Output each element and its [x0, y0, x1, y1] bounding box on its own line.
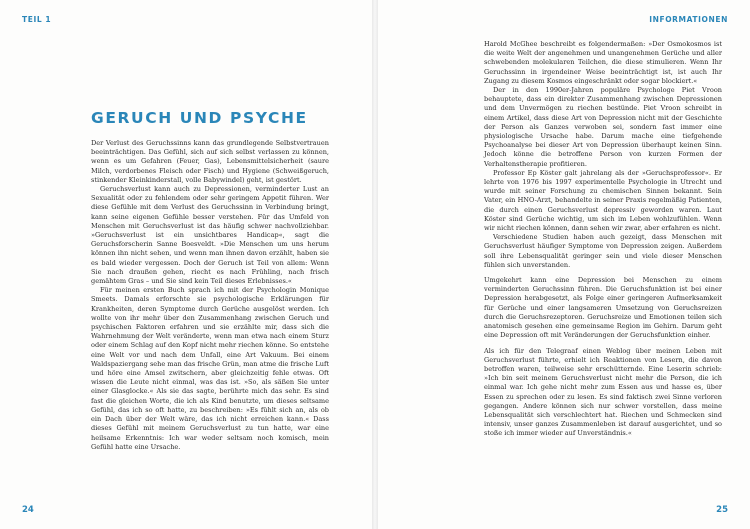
right-page [378, 0, 750, 529]
running-head-right: INFORMATIONEN [649, 15, 728, 24]
paragraph: Umgekehrt kann eine Depression bei Menschen zu einem verminderten Geruchssinn führen. Die Geruchsfunktion ist bei einer Depression herabgesetzt, als Folge einer geringeren Aufmerksamkeit für Gerüche und einer langsameren Umsetzung von Geruchsreizen durch die Geruchsrezeptoren. Geruchsreize und Emotionen teilen sich anatomisch gesehen eine gemeinsame Region im Gehirn. Darum geht eine Depression oft mit Veränderungen der Geruchsfunktion einher. [484, 276, 722, 340]
paragraph: Verschiedene Studien haben auch gezeigt, dass Menschen mit Geruchsverlust häufiger Symptome von Depression zeigen. Außerdem soll ihre Lebensqualität geringer sein und viele dieser Menschen fühlen sich unverstanden. [484, 233, 722, 269]
page-number-left: 24 [22, 505, 34, 515]
paragraph: Geruchsverlust kann auch zu Depressionen, verminderter Lust an Sexualität oder zu fehlendem oder sehr geringem Appetit führen. Wer diese Gefühle mit dem Verlust des Geruchssinn in Verbindung bringt, kann seine eigenen Gefühle besser verstehen. Für das Umfeld von Menschen mit Geruchsverlust ist das häufig schwer nachvollziehbar. »Geruchsverlust ist ein unsichtbares Handicap«, sagt die Geruchsforscherin Sanne Boesveldt. »Die Menschen um uns herum können ihn nicht sehen, und wenn man ihnen davon erzählt, haben sie es bald wieder vergessen. Doch der Geruch ist Teil von allem: Wenn Sie nach draußen gehen, riecht es nach Frühling, nach frisch gemähtem Gras – und Sie sind kein Teil dieses Erlebnisses.« [91, 185, 329, 286]
paragraph: Für meinen ersten Buch sprach ich mit der Psychologin Monique Smeets. Damals erforschte sie psychologische Erklärungen für Krankheiten, deren Symptome durch Gerüche ausgelöst werden. Ich wollte von ihr mehr über den Zusammenhang zwischen Geruch und psychischen Faktoren erfahren und sie erzählte mir, dass sich die Wahrnehmung der Welt veränderte, wenn man etwa nach einem Sturz oder einem Schlag auf den Kopf nicht mehr riechen könne. So entstehe eine Welt vor und nach dem Unfall, eine Art Vakuum. Bei einem Waldspaziergang sehe man das frische Grün, man atme die frische Luft und höre eine Amsel zwitschern, aber gleichzeitig fehle etwas. Oft wissen die Leute nicht einmal, was das ist. »So, als säßen Sie unter einer Glasglocke.« Als sie das sagte, berührte mich das sehr. Es sind fast die gleichen Worte, die ich als Kind benutzte, um dieses seltsame Gefühl, das ich so oft hatte, zu beschreiben: »Es fühlt sich an, als ob ein Dach über der Welt wäre, das ich nicht erreichen kann.« Dass dieses Gefühl mit meinem Geruchsverlust zu tun hatte, war eine heilsame Erkenntnis: Ich war weder seltsam noch komisch, mein Gefühl hatte eine Ursache. [91, 286, 329, 451]
paragraph: Der in den 1990er-Jahren populäre Psychologe Piet Vroon behauptete, dass ein direkter Zusammenhang zwischen Depressionen und dem Unvermögen zu riechen bestünde. Piet Vroon schreibt in einem Artikel, dass diese Art von Depression nicht mit der Geschichte der Person als Ganzes verwoben sei, sondern fast immer eine physiologische Ursache habe. Darum mache eine tiefgehende Psychoanalyse bei dieser Art von Depression überhaupt keinen Sinn. Jedoch könne die betroffene Person von kurzen Formen der Verhaltenstherapie profitieren. [484, 86, 722, 168]
paragraph: Professor Ep Köster galt jahrelang als der »Geruchsprofessor«. Er lehrte von 1976 bis 1997 experimentelle Psychologie in Utrecht und wurde mit seiner Forschung zu chemischen Sinnen bekannt. Sein Vater, ein HNO-Arzt, behandelte in seiner Praxis regelmäßig Patienten, die durch einen Geruchsverlust depressiv geworden waren. Laut Köster sind Gerüche wichtig, um sich im Leben wohlzufühlen. Wenn wir nicht riechen können, dann sehen wir zwar, aber erfahren es nicht. [484, 168, 722, 233]
running-head-left: TEIL 1 [22, 15, 52, 24]
chapter-title: GERUCH UND PSYCHE [91, 109, 308, 127]
left-page [0, 0, 372, 529]
left-body-text [91, 139, 329, 452]
paragraph: Harold McGhee beschreibt es folgendermaßen: »Der Osmokosmos ist die weite Welt der angenehmen und unangenehmen Gerüche und aller schwebenden molekularen Teilchen, die diese stimulieren. Wenn Ihr Geruchssinn in irgendeiner Weise beeinträchtigt ist, ist auch Ihr Zugang zu diesem Kosmos eingeschränkt oder sogar blockiert.« [484, 40, 722, 85]
paragraph: Der Verlust des Geruchssinns kann das grundlegende Selbstvertrauen beeinträchtigen. Das Gefühl, sich auf sich selbst verlassen zu können, wenn es um Gefahren (Feuer, Gas), Lebensmittelsicherheit (saure Milch, verdorbenes Fleisch oder Fisch) und Hygiene (Schweißgeruch, stinkender Kleinkinderstall, volle Babywindel) geht, ist gestört. [91, 139, 329, 184]
right-body-text [484, 40, 722, 439]
page-number-right: 25 [716, 505, 728, 515]
paragraph: Als ich für den Telegraaf einen Weblog über meinen Leben mit Geruchsverlust führte, erhielt ich Reaktionen von Lesern, die davon betroffen waren, teilweise sehr erschütternde. Eine Leserin schrieb: »Ich bin seit meinem Geruchsverlust nicht mehr die Person, die ich einmal war. Ich gehe nicht mehr zum Essen aus und hasse es, über Essen zu sprechen oder zu lesen. Es sind faktisch zwei Sinne verloren gegangen. Andere können sich nur schwer vorstellen, dass meine Lebensqualität sich verschlechtert hat. Riechen und Schmecken sind intensiv, unser ganzes Zusammenleben ist darauf ausgerichtet, und so stoße ich immer wieder auf Unverständnis.« [484, 346, 722, 438]
